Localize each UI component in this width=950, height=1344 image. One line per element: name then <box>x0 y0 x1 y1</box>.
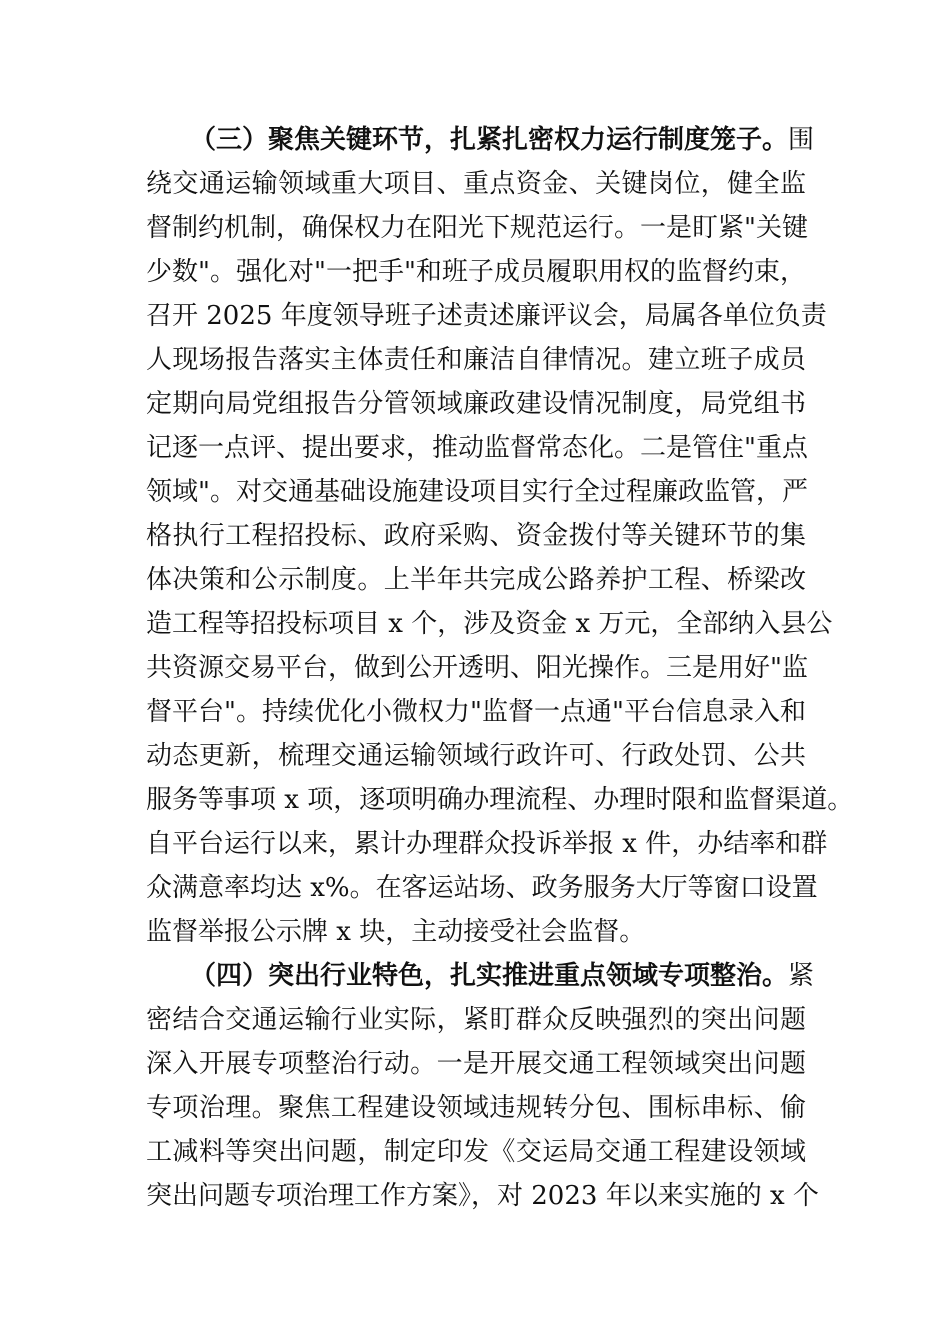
section-3-heading: （三）聚焦关键环节，扎紧扎密权力运行制度笼子。 <box>190 125 789 155</box>
section-3-first-line <box>190 118 815 162</box>
paragraph-line: 人现场报告落实主体责任和廉洁自律情况。建立班子成员 <box>146 345 806 375</box>
paragraph-line: 突出问题专项治理工作方案》，对 2023 年以来实施的 x 个 <box>146 1181 819 1211</box>
paragraph-line: 密结合交通运输行业实际，紧盯群众反映强烈的突出问题 <box>146 1005 806 1035</box>
paragraph-line: 工减料等突出问题，制定印发《交运局交通工程建设领域 <box>146 1137 806 1167</box>
paragraph-line: 体决策和公示制度。上半年共完成公路养护工程、桥梁改 <box>146 565 806 595</box>
paragraph-line: 督制约机制，确保权力在阳光下规范运行。一是盯紧"关键 <box>146 213 808 243</box>
paragraph-line: 监督举报公示牌 x 块，主动接受社会监督。 <box>146 917 646 947</box>
paragraph-line: 督平台"。持续优化小微权力"监督一点通"平台信息录入和 <box>146 697 806 727</box>
paragraph-line: 领域"。对交通基础设施建设项目实行全过程廉政监管，严 <box>146 477 808 507</box>
section-4-first-line-rest: 紧 <box>788 961 815 991</box>
paragraph-line: 召开 2025 年度领导班子述责述廉评议会，局属各单位负责 <box>146 301 827 331</box>
paragraph-line: 绕交通运输领域重大项目、重点资金、关键岗位，健全监 <box>146 169 806 199</box>
paragraph-line: 深入开展专项整治行动。一是开展交通工程领域突出问题 <box>146 1049 806 1079</box>
paragraph-line: 共资源交易平台，做到公开透明、阳光操作。三是用好"监 <box>146 653 808 683</box>
paragraph-line: 少数"。强化对"一把手"和班子成员履职用权的监督约束， <box>146 257 806 287</box>
section-4-first-line <box>190 954 815 998</box>
paragraph-line: 动态更新，梳理交通运输领域行政许可、行政处罚、公共 <box>146 741 806 771</box>
paragraph-line: 格执行工程招投标、政府采购、资金拨付等关键环节的集 <box>146 521 806 551</box>
paragraph-line: 服务等事项 x 项，逐项明确办理流程、办理时限和监督渠道。 <box>146 785 854 815</box>
paragraph-line: 专项治理。聚焦工程建设领域违规转分包、围标串标、偷 <box>146 1093 806 1123</box>
paragraph-line: 众满意率均达 x%。在客运站场、政务服务大厅等窗口设置 <box>146 873 818 903</box>
section-3-first-line-rest: 围 <box>788 125 815 155</box>
paragraph-line: 记逐一点评、提出要求，推动监督常态化。二是管住"重点 <box>146 433 808 463</box>
paragraph-line: 自平台运行以来，累计办理群众投诉举报 x 件，办结率和群 <box>146 829 828 859</box>
paragraph-line: 定期向局党组报告分管领域廉政建设情况制度，局党组书 <box>146 389 806 419</box>
section-4-heading: （四）突出行业特色，扎实推进重点领域专项整治。 <box>190 961 789 991</box>
paragraph-line: 造工程等招投标项目 x 个，涉及资金 x 万元，全部纳入县公 <box>146 609 833 639</box>
